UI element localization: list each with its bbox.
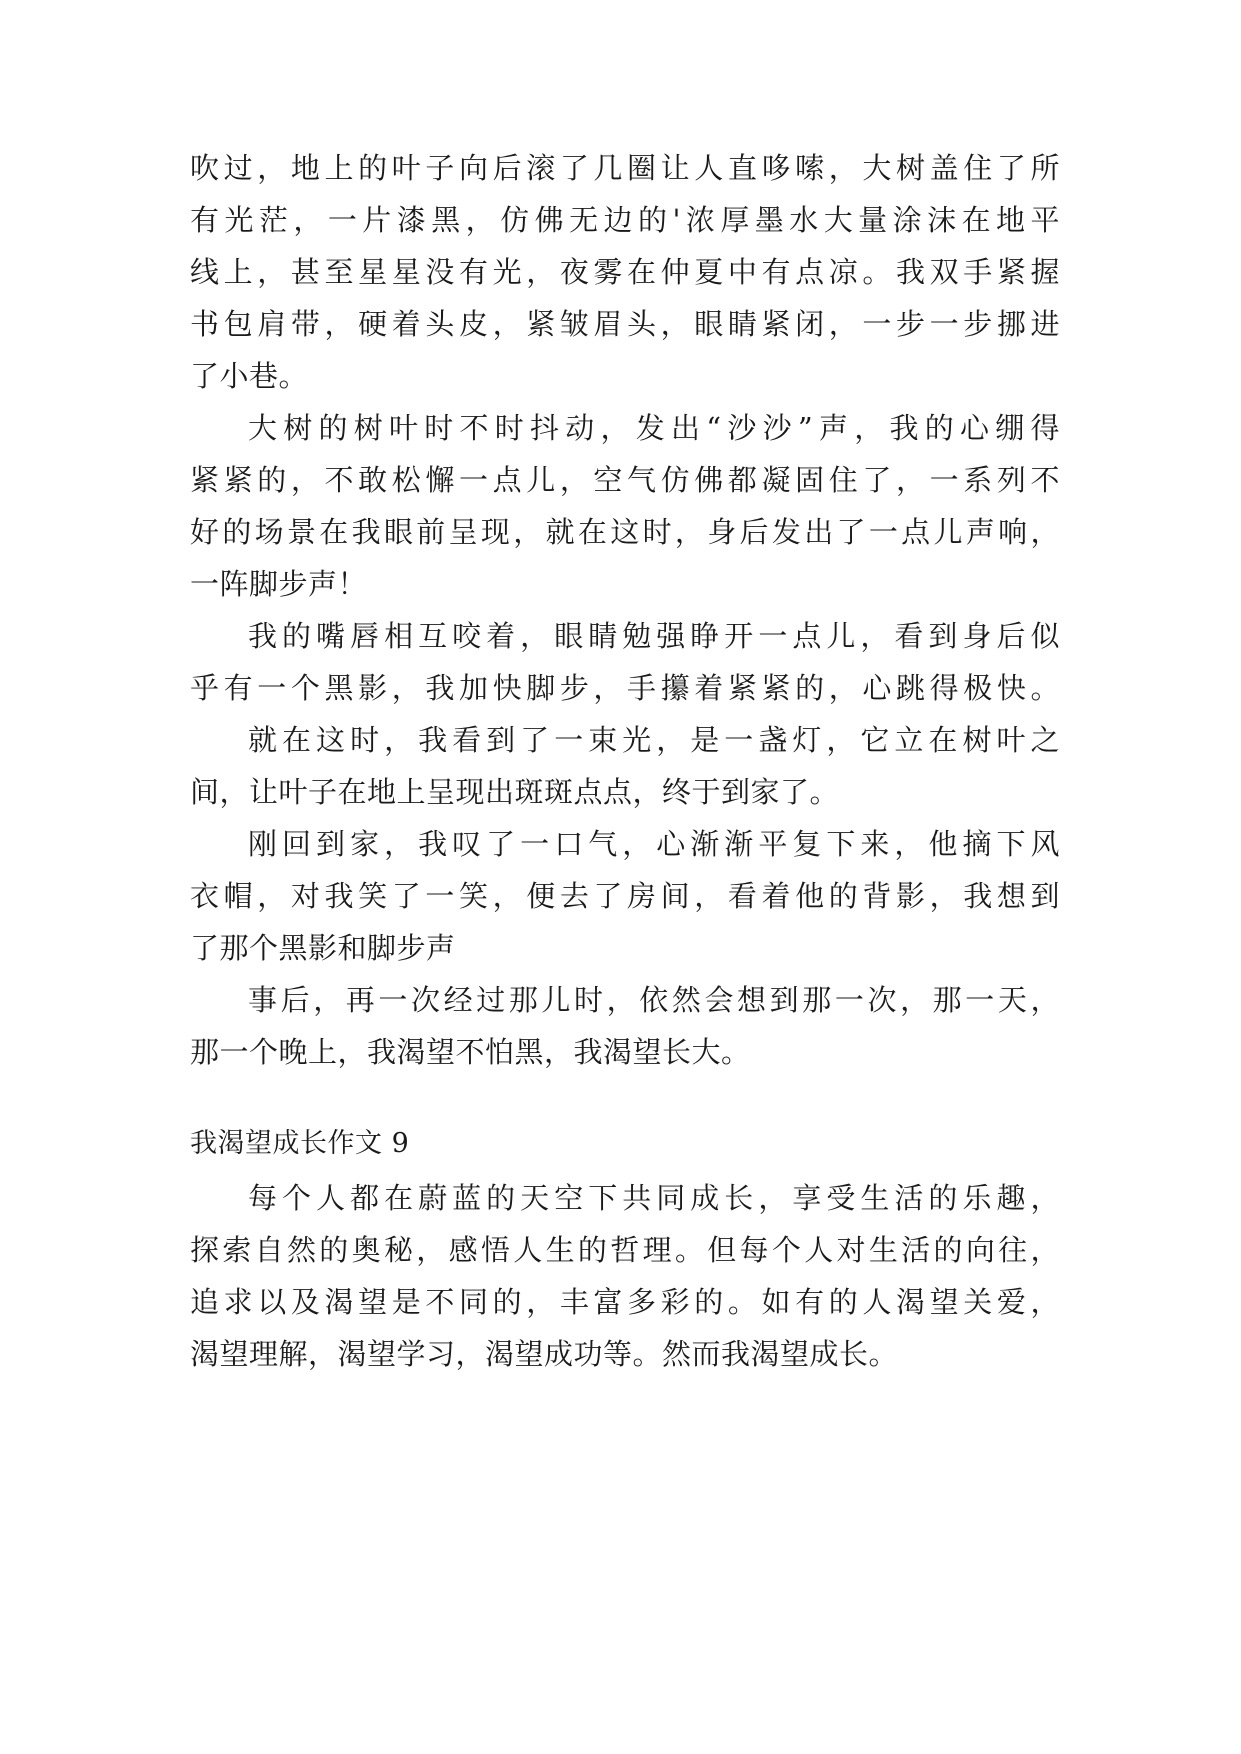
- text-line: 就在这时，我看到了一束光，是一盏灯，它立在树叶之: [248, 723, 1060, 757]
- text-line: 追求以及渴望是不同的，丰富多彩的。如有的人渴望关爱，: [190, 1285, 1060, 1319]
- text-line: 吹过，地上的叶子向后滚了几圈让人直哆嗦，大树盖住了所: [190, 151, 1060, 185]
- text-line: 衣帽，对我笑了一笑，便去了房间，看着他的背影，我想到: [190, 879, 1060, 913]
- text-line: 好的场景在我眼前呈现，就在这时，身后发出了一点儿声响，: [190, 515, 1060, 549]
- text-line: 事后，再一次经过那儿时，依然会想到那一次，那一天，: [248, 983, 1060, 1017]
- text-line: 线上，甚至星星没有光，夜雾在仲夏中有点凉。我双手紧握: [190, 255, 1060, 289]
- text-line: 渴望理解，渴望学习，渴望成功等。然而我渴望成长。: [190, 1337, 899, 1371]
- text-line: 每个人都在蔚蓝的天空下共同成长，享受生活的乐趣，: [248, 1181, 1060, 1215]
- text-line: 了小巷。: [190, 359, 309, 393]
- text-line: 了那个黑影和脚步声: [190, 931, 456, 965]
- text-line: 书包肩带，硬着头皮，紧皱眉头，眼睛紧闭，一步一步挪进: [190, 307, 1060, 341]
- essay-title: 我渴望成长作文 9: [190, 1128, 410, 1159]
- text-line: 刚回到家，我叹了一口气，心渐渐平复下来，他摘下风: [248, 827, 1060, 861]
- text-line: 探索自然的奥秘，感悟人生的哲理。但每个人对生活的向往，: [190, 1233, 1060, 1267]
- text-line: 那一个晚上，我渴望不怕黑，我渴望长大。: [190, 1035, 751, 1069]
- text-line: 我的嘴唇相互咬着，眼睛勉强睁开一点儿，看到身后似: [248, 619, 1060, 653]
- text-line: 有光茫，一片漆黑，仿佛无边的'浓厚墨水大量涂沫在地平: [190, 203, 1060, 237]
- text-line: 乎有一个黑影，我加快脚步，手攥着紧紧的，心跳得极快。: [190, 671, 1060, 705]
- text-line: 一阵脚步声！: [190, 567, 368, 601]
- text-line: 间，让叶子在地上呈现出斑斑点点，终于到家了。: [190, 775, 840, 809]
- document-page: [190, 0, 1060, 1754]
- text-line: 紧紧的，不敢松懈一点儿，空气仿佛都凝固住了，一系列不: [190, 463, 1060, 497]
- text-line: 大树的树叶时不时抖动，发出“沙沙”声，我的心绷得: [248, 411, 1060, 445]
